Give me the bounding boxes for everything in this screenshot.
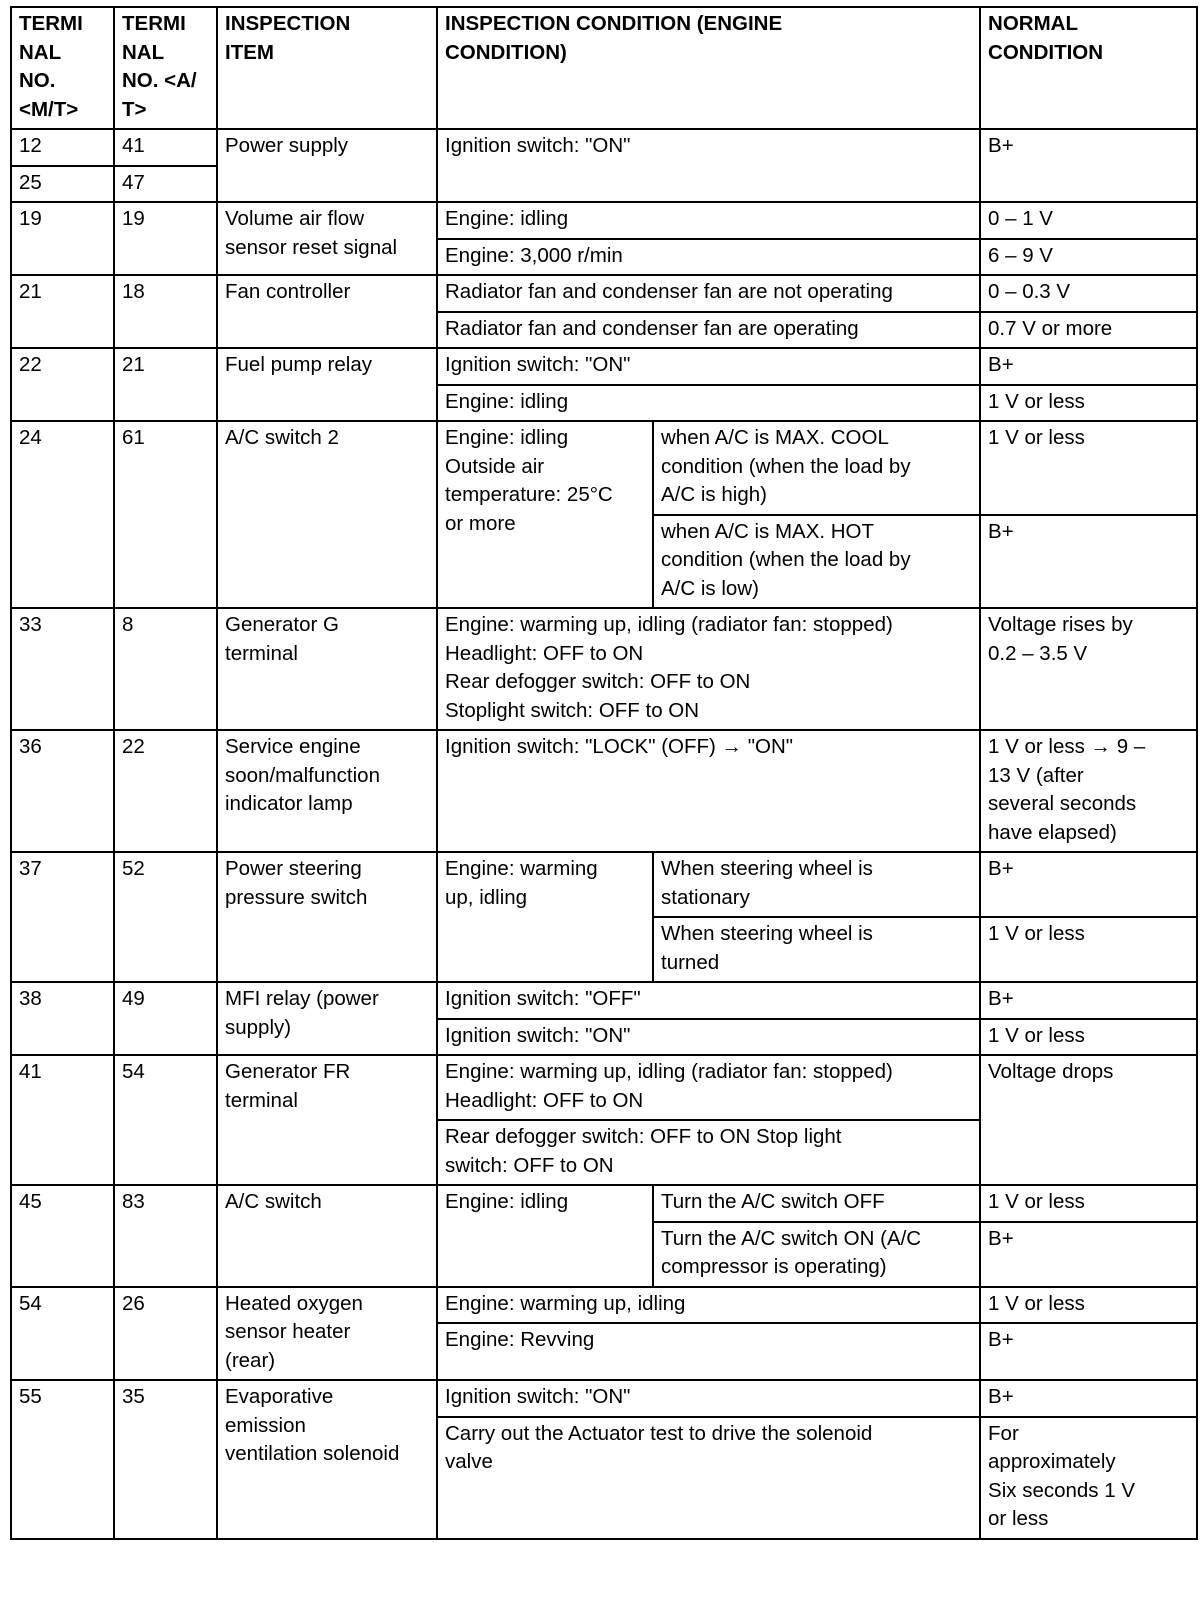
normal-cell: For approximately Six seconds 1 V or less: [980, 1417, 1197, 1539]
header-normal-condition: NORMAL CONDITION: [980, 7, 1197, 129]
inspection-item-cell: Service engine soon/malfunction indicator lamp: [217, 730, 437, 852]
normal-cell: 1 V or less: [980, 1019, 1197, 1056]
table-row: [11, 275, 1197, 312]
terminal-at-cell: 26: [114, 1287, 217, 1381]
terminal-at-cell: 49: [114, 982, 217, 1055]
terminal-at-cell: 41: [114, 129, 217, 166]
condition-cell: Ignition switch: "ON": [437, 1019, 980, 1056]
normal-cell: B+: [980, 1380, 1197, 1417]
inspection-item-cell: Evaporative emission ventilation solenoid: [217, 1380, 437, 1539]
normal-cell: 0 – 0.3 V: [980, 275, 1197, 312]
inspection-item-cell: A/C switch: [217, 1185, 437, 1287]
subcondition-cell: Turn the A/C switch ON (A/C compressor is operating): [653, 1222, 980, 1287]
terminal-mt-cell: 55: [11, 1380, 114, 1539]
condition-cell: Engine: idling Outside air temperature: 25°C or more: [437, 421, 653, 608]
terminal-mt-cell: 54: [11, 1287, 114, 1381]
normal-cell: 1 V or less: [980, 421, 1197, 515]
table-row: [11, 348, 1197, 385]
table-header: [11, 7, 1197, 129]
condition-cell: Engine: 3,000 r/min: [437, 239, 980, 276]
inspection-item-cell: Generator G terminal: [217, 608, 437, 730]
table-row: [11, 1380, 1197, 1417]
terminal-mt-cell: 45: [11, 1185, 114, 1287]
normal-cell: 0.7 V or more: [980, 312, 1197, 349]
inspection-item-cell: MFI relay (power supply): [217, 982, 437, 1055]
table-row: [11, 202, 1197, 239]
header-inspection-condition: INSPECTION CONDITION (ENGINE CONDITION): [437, 7, 980, 129]
condition-cell: Radiator fan and condenser fan are not operating: [437, 275, 980, 312]
header-terminal-at: TERMI NAL NO. <A/ T>: [114, 7, 217, 129]
normal-cell: 1 V or less: [980, 385, 1197, 422]
normal-cell: 1 V or less → 9 – 13 V (after several seconds have elapsed): [980, 730, 1197, 852]
condition-cell: Engine: idling: [437, 385, 980, 422]
inspection-item-cell: Generator FR terminal: [217, 1055, 437, 1185]
condition-cell: Engine: Revving: [437, 1323, 980, 1380]
subcondition-cell: Turn the A/C switch OFF: [653, 1185, 980, 1222]
normal-cell: B+: [980, 982, 1197, 1019]
condition-cell: Ignition switch: "ON": [437, 129, 980, 202]
terminal-mt-cell: 25: [11, 166, 114, 203]
normal-cell: 1 V or less: [980, 1185, 1197, 1222]
terminal-at-cell: 35: [114, 1380, 217, 1539]
terminal-mt-cell: 38: [11, 982, 114, 1055]
condition-cell: Engine: idling: [437, 202, 980, 239]
normal-cell: B+: [980, 515, 1197, 609]
inspection-item-cell: Power steering pressure switch: [217, 852, 437, 982]
normal-cell: B+: [980, 129, 1197, 202]
condition-cell: Ignition switch: "LOCK" (OFF) → "ON": [437, 730, 980, 852]
terminal-at-cell: 19: [114, 202, 217, 275]
terminal-at-cell: 22: [114, 730, 217, 852]
inspection-item-cell: Heated oxygen sensor heater (rear): [217, 1287, 437, 1381]
normal-cell: B+: [980, 1222, 1197, 1287]
terminal-mt-cell: 21: [11, 275, 114, 348]
condition-cell: Ignition switch: "ON": [437, 348, 980, 385]
subcondition-cell: when A/C is MAX. COOL condition (when the load by A/C is high): [653, 421, 980, 515]
terminal-inspection-table: [10, 6, 1198, 1540]
table-row: [11, 1287, 1197, 1324]
condition-cell: Engine: warming up, idling (radiator fan: stopped) Headlight: OFF to ON: [437, 1055, 980, 1120]
terminal-mt-cell: 37: [11, 852, 114, 982]
normal-cell: Voltage drops: [980, 1055, 1197, 1185]
table-row: [11, 730, 1197, 852]
normal-cell: Voltage rises by 0.2 – 3.5 V: [980, 608, 1197, 730]
inspection-item-cell: Power supply: [217, 129, 437, 202]
terminal-at-cell: 21: [114, 348, 217, 421]
terminal-at-cell: 83: [114, 1185, 217, 1287]
condition-cell: Engine: warming up, idling: [437, 852, 653, 982]
header-inspection-item: INSPECTION ITEM: [217, 7, 437, 129]
inspection-item-cell: Fuel pump relay: [217, 348, 437, 421]
condition-cell: Engine: warming up, idling: [437, 1287, 980, 1324]
table-row: [11, 982, 1197, 1019]
normal-cell: 1 V or less: [980, 1287, 1197, 1324]
table-row: [11, 1055, 1197, 1120]
terminal-at-cell: 18: [114, 275, 217, 348]
condition-cell: Radiator fan and condenser fan are operating: [437, 312, 980, 349]
inspection-item-cell: A/C switch 2: [217, 421, 437, 608]
terminal-at-cell: 52: [114, 852, 217, 982]
table-row: [11, 129, 1197, 166]
normal-cell: 0 – 1 V: [980, 202, 1197, 239]
condition-cell: Ignition switch: "OFF": [437, 982, 980, 1019]
terminal-mt-cell: 19: [11, 202, 114, 275]
condition-cell: Carry out the Actuator test to drive the solenoid valve: [437, 1417, 980, 1539]
terminal-mt-cell: 36: [11, 730, 114, 852]
condition-cell: Engine: warming up, idling (radiator fan: stopped) Headlight: OFF to ON Rear defogger switch: OFF to ON Stoplight switch: OFF to ON: [437, 608, 980, 730]
terminal-mt-cell: 41: [11, 1055, 114, 1185]
terminal-at-cell: 47: [114, 166, 217, 203]
header-row: [11, 7, 1197, 129]
condition-cell: Engine: idling: [437, 1185, 653, 1287]
table-row: [11, 608, 1197, 730]
terminal-mt-cell: 33: [11, 608, 114, 730]
inspection-item-cell: Fan controller: [217, 275, 437, 348]
normal-cell: B+: [980, 1323, 1197, 1380]
header-terminal-mt: TERMI NAL NO. <M/T>: [11, 7, 114, 129]
normal-cell: B+: [980, 852, 1197, 917]
terminal-at-cell: 54: [114, 1055, 217, 1185]
terminal-mt-cell: 22: [11, 348, 114, 421]
subcondition-cell: when A/C is MAX. HOT condition (when the load by A/C is low): [653, 515, 980, 609]
normal-cell: 1 V or less: [980, 917, 1197, 982]
table-row: [11, 1185, 1197, 1222]
inspection-item-cell: Volume air flow sensor reset signal: [217, 202, 437, 275]
terminal-at-cell: 61: [114, 421, 217, 608]
condition-cell: Ignition switch: "ON": [437, 1380, 980, 1417]
normal-cell: B+: [980, 348, 1197, 385]
table-row: [11, 421, 1197, 515]
terminal-at-cell: 8: [114, 608, 217, 730]
normal-cell: 6 – 9 V: [980, 239, 1197, 276]
subcondition-cell: When steering wheel is turned: [653, 917, 980, 982]
table-row: [11, 852, 1197, 917]
terminal-mt-cell: 24: [11, 421, 114, 608]
terminal-mt-cell: 12: [11, 129, 114, 166]
condition-cell: Rear defogger switch: OFF to ON Stop light switch: OFF to ON: [437, 1120, 980, 1185]
subcondition-cell: When steering wheel is stationary: [653, 852, 980, 917]
